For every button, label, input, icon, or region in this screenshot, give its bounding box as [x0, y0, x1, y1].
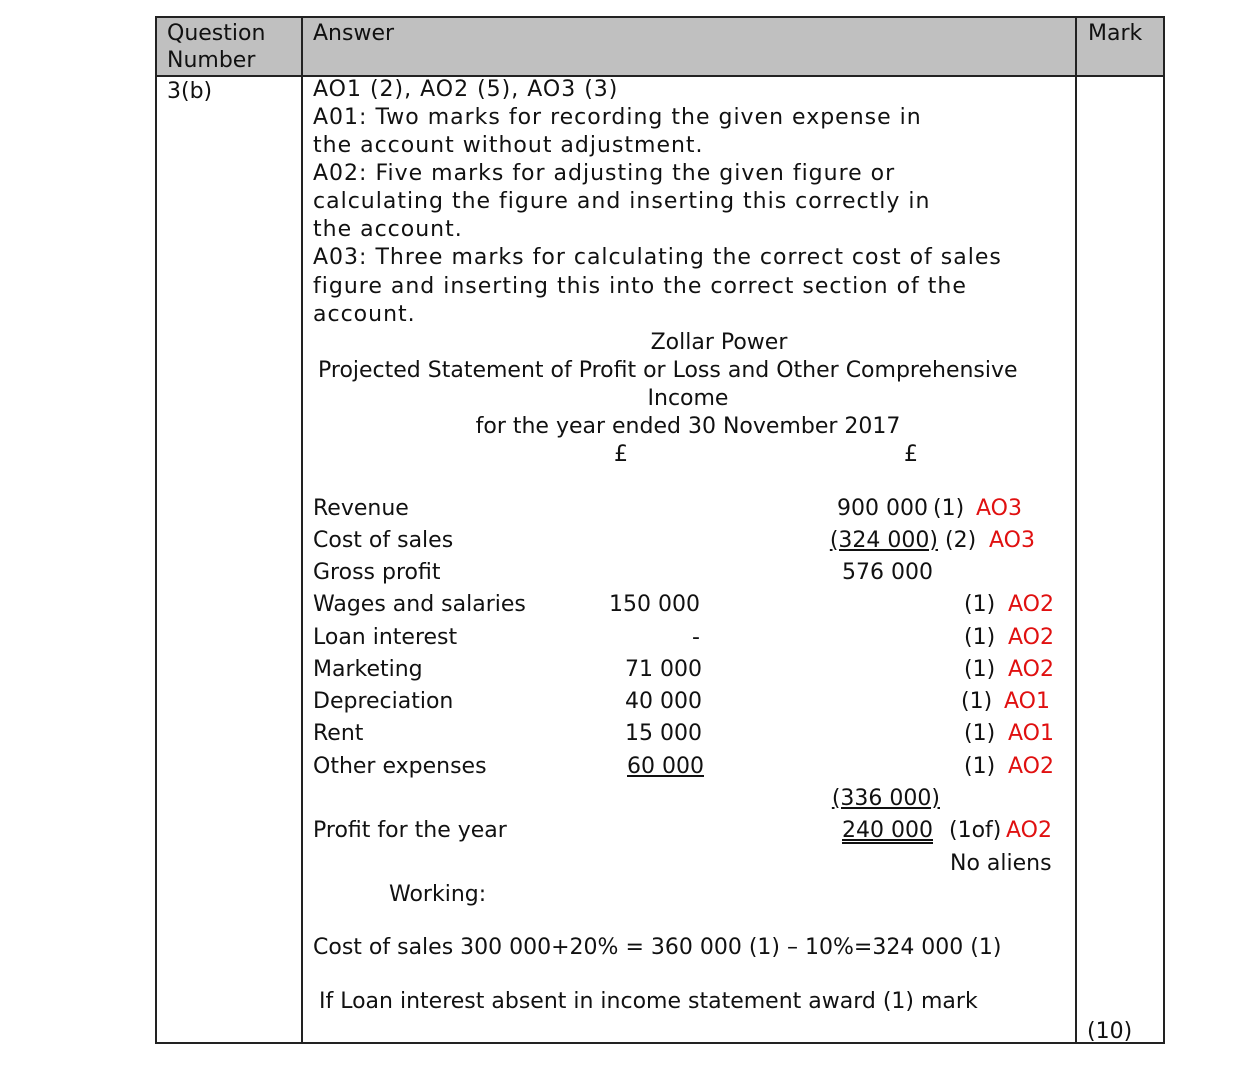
guidance-line: A02: Five marks for adjusting the given figure or — [313, 161, 896, 186]
row-col1: 15 000 — [625, 721, 702, 746]
profit-ao: AO2 — [1006, 818, 1052, 843]
profit-mark: (1of) — [949, 818, 1002, 843]
guidance-line: the account without adjustment. — [313, 133, 704, 158]
statement-period: for the year ended 30 November 2017 — [475, 414, 901, 439]
row-label: Gross profit — [313, 560, 441, 585]
question-number-header — [167, 20, 265, 74]
row-label: Other expenses — [313, 754, 487, 779]
company-name: Zollar Power — [650, 330, 788, 355]
guidance-line: the account. — [313, 217, 463, 242]
row-col2: (324 000) — [829, 528, 938, 553]
row-label: Revenue — [313, 496, 409, 521]
row-col1: 60 000 — [627, 754, 704, 779]
row-ao: AO3 — [976, 496, 1022, 521]
row-col2: 900 000 — [837, 496, 928, 521]
row-col2: 576 000 — [842, 560, 933, 585]
loan-interest-note: If Loan interest absent in income statement award (1) mark — [319, 989, 978, 1014]
row-label: Loan interest — [313, 625, 458, 650]
row-mark: (1) — [961, 689, 993, 714]
row-label: Rent — [313, 721, 364, 746]
row-col1: 40 000 — [625, 689, 702, 714]
table-header-row — [157, 18, 1163, 77]
row-mark: (1) — [964, 625, 996, 650]
row-col1: - — [692, 625, 700, 650]
row-col1: 150 000 — [609, 592, 700, 617]
row-ao: AO1 — [1008, 721, 1054, 746]
row-label: Wages and salaries — [313, 592, 526, 617]
row-ao: AO2 — [1008, 754, 1054, 779]
working-heading: Working: — [389, 882, 487, 907]
row-mark: (2) — [945, 528, 977, 553]
row-ao: AO2 — [1008, 625, 1054, 650]
currency-col1: £ — [614, 442, 628, 467]
row-mark: (1) — [964, 754, 996, 779]
column-divider — [301, 18, 303, 1042]
total-mark: (10) — [1087, 1019, 1133, 1044]
row-ao: AO3 — [989, 528, 1035, 553]
row-ao: AO2 — [1008, 657, 1054, 682]
guidance-line: account. — [313, 302, 416, 327]
row-mark: (1) — [964, 592, 996, 617]
guidance-line: A03: Three marks for calculating the correct cost of sales — [313, 245, 1002, 270]
row-mark: (1) — [964, 721, 996, 746]
question-header-line2: Number — [167, 48, 256, 73]
profit-label: Profit for the year — [313, 818, 507, 843]
currency-col2: £ — [904, 442, 918, 467]
row-ao: AO1 — [1004, 689, 1050, 714]
row-label: Depreciation — [313, 689, 454, 714]
row-mark: (1) — [964, 657, 996, 682]
total-expenses: (336 000) — [831, 786, 940, 811]
guidance-line: calculating the figure and inserting this correctly in — [313, 189, 931, 214]
column-divider — [1075, 18, 1077, 1042]
question-header-line1: Question — [167, 21, 266, 46]
profit-value: 240 000 — [842, 818, 933, 843]
row-ao: AO2 — [1008, 592, 1054, 617]
answer-header: Answer — [313, 21, 395, 46]
ao-summary: AO1 (2), AO2 (5), AO3 (3) — [313, 77, 619, 102]
row-mark: (1) — [933, 496, 965, 521]
mark-header: Mark — [1088, 21, 1143, 46]
statement-title-line1: Projected Statement of Profit or Loss and Other Comprehensive — [318, 358, 1018, 383]
guidance-line: A01: Two marks for recording the given expense in — [313, 105, 922, 130]
row-label: Marketing — [313, 657, 423, 682]
no-aliens-note: No aliens — [950, 851, 1052, 876]
guidance-line: figure and inserting this into the correct section of the — [313, 274, 967, 299]
question-number: 3(b) — [167, 79, 213, 104]
working-calculation: Cost of sales 300 000+20% = 360 000 (1) – 10%=324 000 (1) — [313, 935, 1002, 960]
statement-title-line2: Income — [647, 386, 729, 411]
row-label: Cost of sales — [313, 528, 454, 553]
row-col1: 71 000 — [625, 657, 702, 682]
